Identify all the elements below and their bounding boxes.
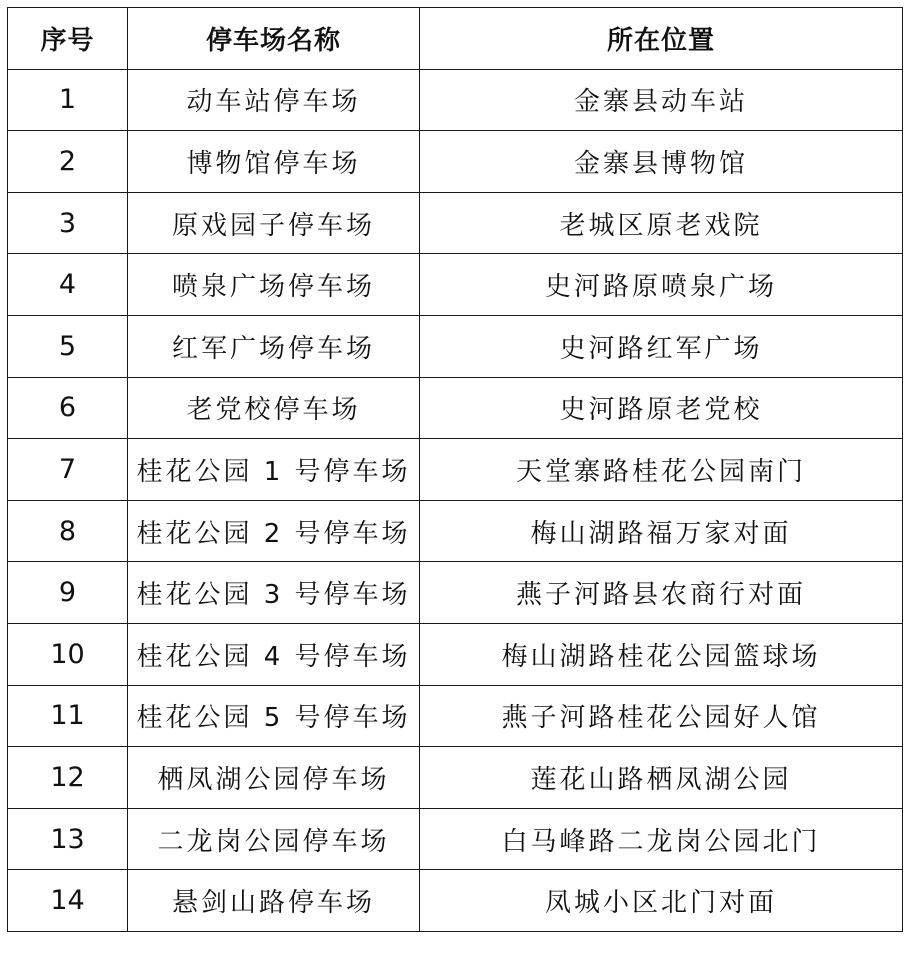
cell-serial-number: 14 <box>8 870 128 932</box>
cell-location: 凤城小区北门对面 <box>420 870 903 932</box>
cell-location: 史河路红军广场 <box>420 315 903 377</box>
cell-parking-name: 二龙岗公园停车场 <box>128 808 420 870</box>
cell-serial-number: 13 <box>8 808 128 870</box>
cell-location: 白马峰路二龙岗公园北门 <box>420 808 903 870</box>
cell-parking-name: 桂花公园 4 号停车场 <box>128 623 420 685</box>
cell-location: 天堂寨路桂花公园南门 <box>420 439 903 501</box>
cell-parking-name: 红军广场停车场 <box>128 315 420 377</box>
table-header-row <box>8 8 903 70</box>
cell-serial-number: 7 <box>8 439 128 501</box>
cell-parking-name: 栖凤湖公园停车场 <box>128 747 420 809</box>
cell-serial-number: 9 <box>8 562 128 624</box>
cell-location: 燕子河路桂花公园好人馆 <box>420 685 903 747</box>
cell-serial-number: 4 <box>8 254 128 316</box>
cell-location: 老城区原老戏院 <box>420 192 903 254</box>
table-row <box>8 808 903 870</box>
cell-location: 燕子河路县农商行对面 <box>420 562 903 624</box>
table-row <box>8 747 903 809</box>
cell-serial-number: 3 <box>8 192 128 254</box>
header-location: 所在位置 <box>420 8 903 70</box>
header-serial-number: 序号 <box>8 8 128 70</box>
cell-parking-name: 原戏园子停车场 <box>128 192 420 254</box>
cell-parking-name: 博物馆停车场 <box>128 131 420 193</box>
table-row <box>8 131 903 193</box>
table-row <box>8 69 903 131</box>
table-row <box>8 377 903 439</box>
cell-serial-number: 5 <box>8 315 128 377</box>
cell-serial-number: 2 <box>8 131 128 193</box>
cell-parking-name: 桂花公园 2 号停车场 <box>128 500 420 562</box>
cell-serial-number: 6 <box>8 377 128 439</box>
cell-parking-name: 桂花公园 1 号停车场 <box>128 439 420 501</box>
table-row <box>8 870 903 932</box>
table-row <box>8 562 903 624</box>
cell-parking-name: 悬剑山路停车场 <box>128 870 420 932</box>
cell-serial-number: 11 <box>8 685 128 747</box>
table-row <box>8 685 903 747</box>
cell-parking-name: 桂花公园 3 号停车场 <box>128 562 420 624</box>
cell-serial-number: 12 <box>8 747 128 809</box>
cell-location: 史河路原喷泉广场 <box>420 254 903 316</box>
cell-parking-name: 桂花公园 5 号停车场 <box>128 685 420 747</box>
cell-location: 梅山湖路桂花公园篮球场 <box>420 623 903 685</box>
table-row <box>8 315 903 377</box>
table-row <box>8 500 903 562</box>
cell-parking-name: 动车站停车场 <box>128 69 420 131</box>
cell-serial-number: 8 <box>8 500 128 562</box>
cell-location: 莲花山路栖凤湖公园 <box>420 747 903 809</box>
cell-location: 梅山湖路福万家对面 <box>420 500 903 562</box>
cell-parking-name: 喷泉广场停车场 <box>128 254 420 316</box>
cell-parking-name: 老党校停车场 <box>128 377 420 439</box>
table-row <box>8 192 903 254</box>
table-row <box>8 439 903 501</box>
cell-serial-number: 1 <box>8 69 128 131</box>
cell-location: 史河路原老党校 <box>420 377 903 439</box>
parking-lot-table <box>7 7 903 932</box>
cell-serial-number: 10 <box>8 623 128 685</box>
cell-location: 金寨县动车站 <box>420 69 903 131</box>
table-row <box>8 623 903 685</box>
table-row <box>8 254 903 316</box>
cell-location: 金寨县博物馆 <box>420 131 903 193</box>
header-parking-name: 停车场名称 <box>128 8 420 70</box>
